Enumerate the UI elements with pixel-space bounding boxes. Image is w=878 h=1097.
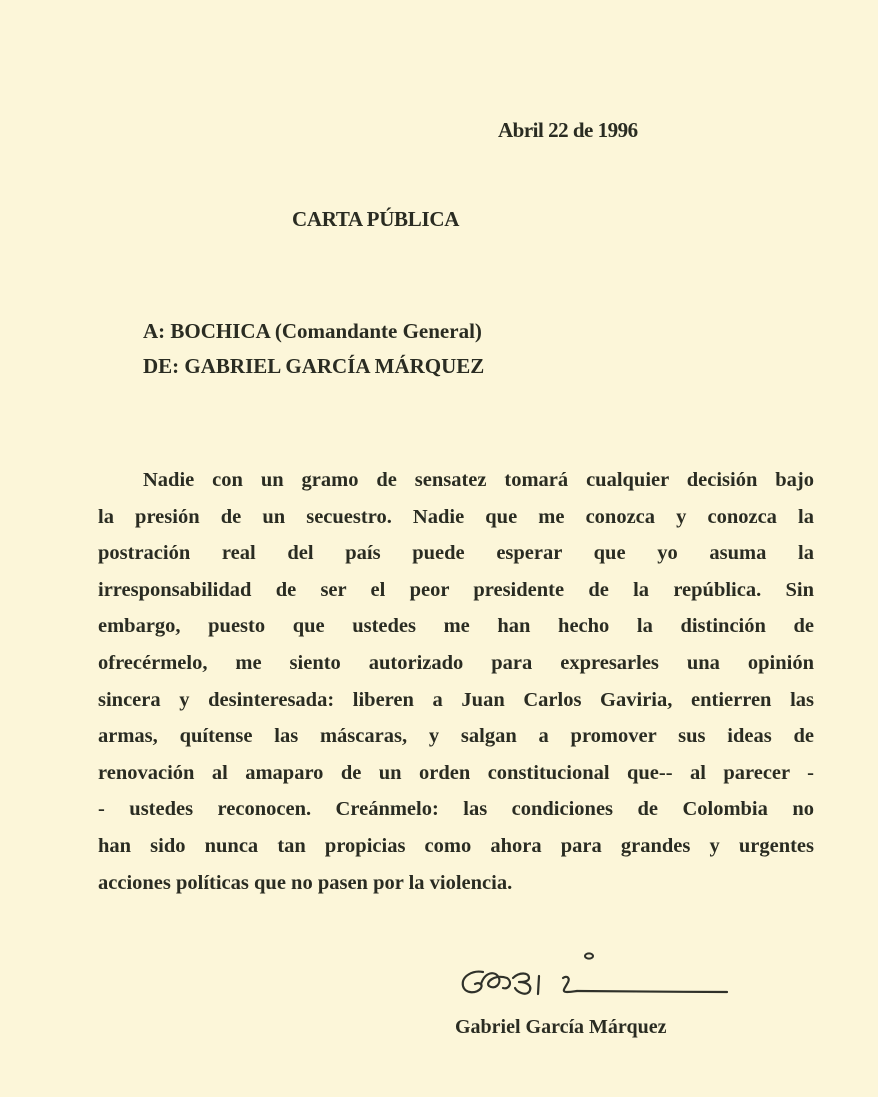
body-line: irresponsabilidad de ser el peor presidente de la república. Sin: [98, 578, 814, 601]
body-line: la presión de un secuestro. Nadie que me conozca y conozca la: [98, 505, 814, 528]
body-line: embargo, puesto que ustedes me han hecho la distinción de: [98, 615, 814, 638]
body-line: ofrecérmelo, me siento autorizado para expresarles una opinión: [98, 651, 814, 674]
letter-date: Abril 22 de 1996: [498, 118, 638, 142]
letter-body: [98, 462, 814, 901]
body-line: acciones políticas que no pasen por la violencia.: [98, 871, 513, 894]
body-line: han sido nunca tan propicias como ahora para grandes y urgentes: [98, 834, 814, 857]
body-line: - ustedes reconocen. Creánmelo: las condiciones de Colombia no: [98, 798, 814, 821]
body-line: renovación al amaparo de un orden constitucional que-- al parecer -: [98, 761, 814, 784]
signer-name: Gabriel García Márquez: [455, 1016, 667, 1038]
body-line: Nadie con un gramo de sensatez tomará cualquier decisión bajo: [143, 469, 814, 491]
handwritten-signature-icon: [455, 942, 735, 1006]
recipient-line: A: BOCHICA (Comandante General): [143, 319, 482, 343]
body-line: armas, quítense las máscaras, y salgan a promover sus ideas de: [98, 725, 814, 748]
letter-title: CARTA PÚBLICA: [292, 207, 460, 231]
body-line: sincera y desinteresada: liberen a Juan Carlos Gaviria, entierren las: [98, 688, 814, 711]
body-line: postración real del país puede esperar que yo asuma la: [98, 542, 814, 565]
sender-line: DE: GABRIEL GARCÍA MÁRQUEZ: [143, 354, 485, 378]
